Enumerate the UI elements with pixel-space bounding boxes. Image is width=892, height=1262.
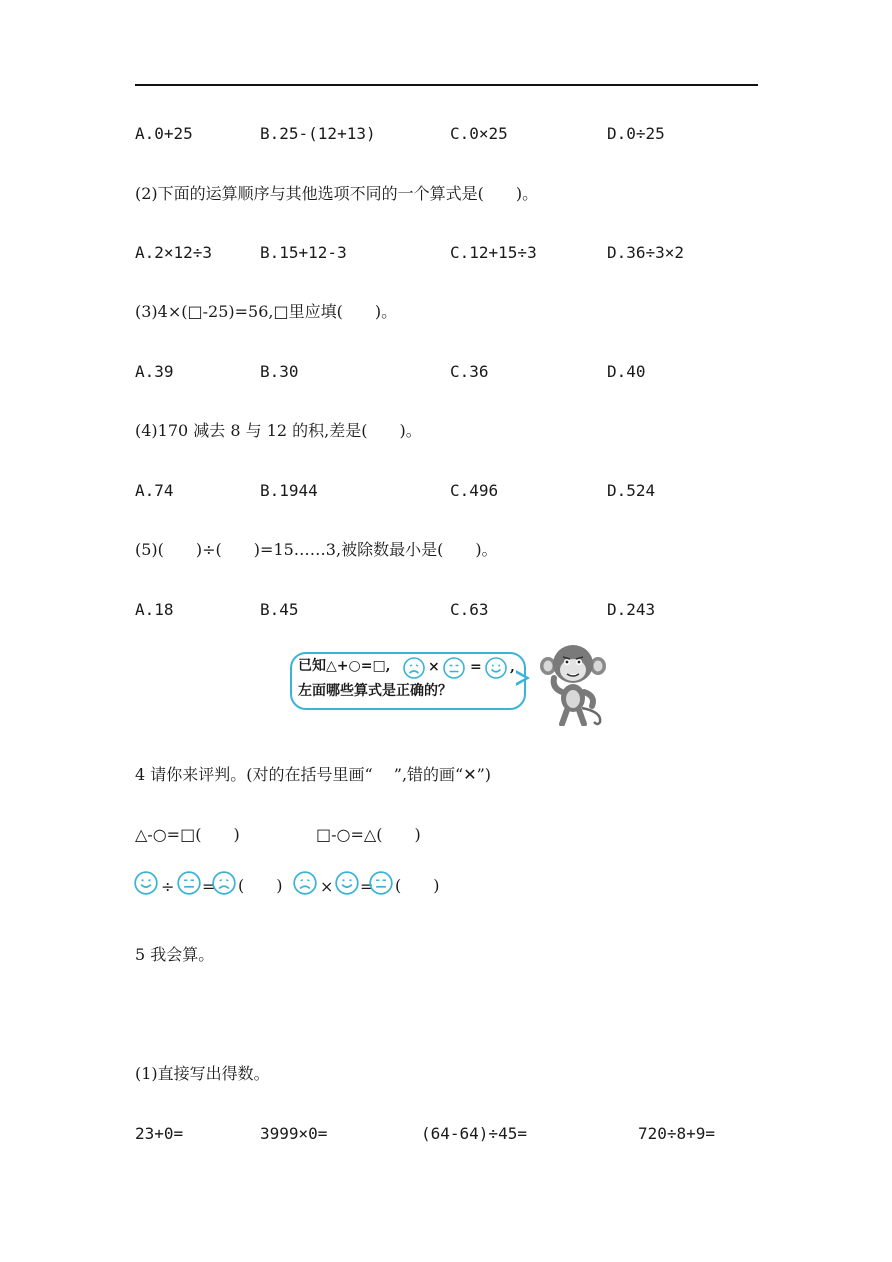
row1-answer-paren: ( ): [238, 876, 283, 895]
bubble-equals: =: [470, 659, 482, 675]
q4-option-d: D.524: [607, 481, 656, 500]
q1-option-c: C.0×25: [450, 124, 508, 143]
q2-prompt: (2)下面的运算顺序与其他选项不同的一个算式是( )。: [135, 184, 539, 203]
bubble-times: ×: [428, 659, 440, 675]
sad-face-icon: [211, 870, 237, 896]
calc-item-2: 3999×0=: [260, 1124, 328, 1143]
sad-face-icon: [402, 656, 426, 680]
section4-title: 4 请你来评判。(对的在括号里画“ ”,错的画“✕”): [135, 765, 492, 784]
q3-prompt: (3)4×(□-25)=56,□里应填( )。: [135, 302, 398, 321]
bubble-comma: ,: [510, 659, 515, 675]
q2-option-c: C.12+15÷3: [450, 243, 537, 262]
q1-option-d: D.0÷25: [607, 124, 665, 143]
row1-equals: =: [202, 877, 216, 896]
q5-prompt: (5)( )÷( )=15……3,被除数最小是( )。: [135, 540, 498, 559]
monkey-mascot-icon: [538, 642, 608, 726]
q4-option-a: A.74: [135, 481, 174, 500]
q4-prompt: (4)170 减去 8 与 12 的积,差是( )。: [135, 421, 422, 440]
calc-item-4: 720÷8+9=: [638, 1124, 716, 1143]
q2-option-a: A.2×12÷3: [135, 243, 213, 262]
bubble-line1-prefix: 已知△+○=□,: [298, 658, 391, 674]
row2-times: ×: [320, 877, 334, 896]
q3-option-d: D.40: [607, 362, 646, 381]
q4-option-b: B.1944: [260, 481, 318, 500]
q5-option-b: B.45: [260, 600, 299, 619]
smiley-face-icon: [133, 870, 159, 896]
q1-option-b: B.25-(12+13): [260, 124, 376, 143]
q2-option-b: B.15+12-3: [260, 243, 347, 262]
sad-face-icon: [292, 870, 318, 896]
q3-option-b: B.30: [260, 362, 299, 381]
section4-eq2: □-○=△( ): [316, 825, 421, 844]
calc-item-3: (64-64)÷45=: [421, 1124, 527, 1143]
bubble-line2: 左面哪些算式是正确的？: [298, 683, 452, 699]
q3-option-c: C.36: [450, 362, 489, 381]
section5-title: 5 我会算。: [135, 945, 215, 964]
row2-equals: =: [360, 877, 374, 896]
q5-option-c: C.63: [450, 600, 489, 619]
neutral-face-icon: [368, 870, 394, 896]
header-rule: [135, 84, 758, 86]
row2-answer-paren: ( ): [395, 876, 440, 895]
smiley-face-icon: [334, 870, 360, 896]
q5-option-d: D.243: [607, 600, 656, 619]
neutral-face-icon: [442, 656, 466, 680]
section5-subtitle: (1)直接写出得数。: [135, 1064, 270, 1083]
neutral-face-icon: [176, 870, 202, 896]
section4-eq1: △-○=□( ): [135, 825, 240, 844]
row1-divide: ÷: [161, 877, 175, 896]
q2-option-d: D.36÷3×2: [607, 243, 685, 262]
q1-option-a: A.0+25: [135, 124, 193, 143]
q3-option-a: A.39: [135, 362, 174, 381]
q4-option-c: C.496: [450, 481, 499, 500]
speech-bubble-tail-inner: [514, 672, 525, 684]
q5-option-a: A.18: [135, 600, 174, 619]
calc-item-1: 23+0=: [135, 1124, 184, 1143]
smiley-face-icon: [484, 656, 508, 680]
